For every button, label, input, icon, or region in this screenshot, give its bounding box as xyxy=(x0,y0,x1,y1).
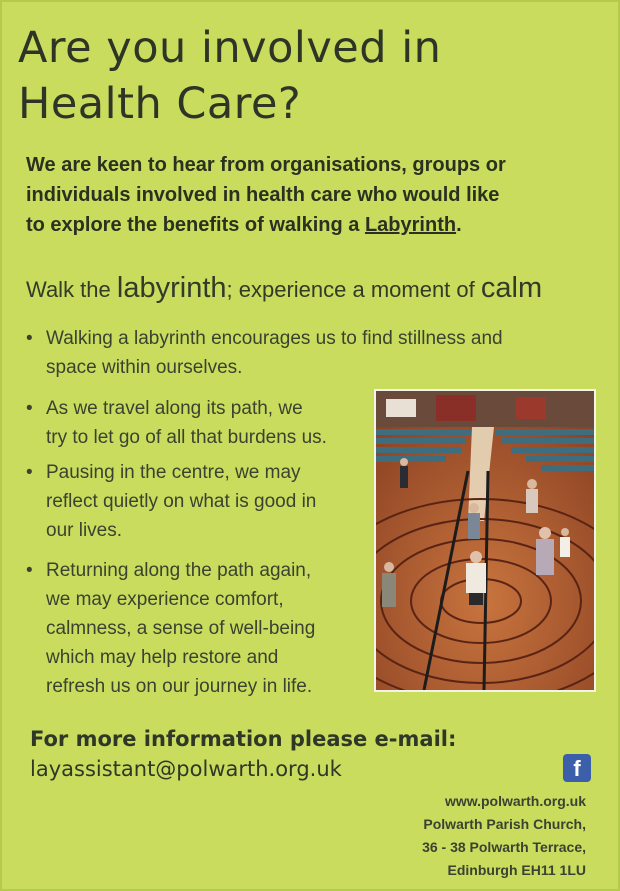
list-item-line: As we travel along its path, we xyxy=(46,398,303,419)
title-line-1: Are you involved in xyxy=(18,23,442,73)
bullet-icon: • xyxy=(26,560,33,581)
intro-paragraph xyxy=(26,150,606,240)
website-link[interactable]: www.polwarth.org.uk xyxy=(444,793,586,809)
intro-line-2: individuals involved in health care who would like xyxy=(26,184,500,206)
city-postcode: Edinburgh EH11 1LU xyxy=(447,862,586,878)
tagline-part-3: ; experience a moment of xyxy=(226,277,481,302)
intro-line-3-end: . xyxy=(456,214,462,236)
list-item-line: Returning along the path again, xyxy=(46,560,312,581)
list-item-line: which may help restore and xyxy=(46,647,279,668)
labyrinth-photo-image xyxy=(376,391,594,690)
tagline-part-1: Walk the xyxy=(26,277,117,302)
facebook-icon[interactable]: f xyxy=(563,754,591,782)
list-item-line: Pausing in the centre, we may xyxy=(46,462,301,483)
list-item-line: reflect quietly on what is good in xyxy=(46,491,317,512)
title-line-2: Health Care? xyxy=(18,79,302,129)
bullet-icon: • xyxy=(26,328,33,349)
labyrinth-link[interactable]: Labyrinth xyxy=(364,214,457,236)
contact-prompt: For more information please e-mail: xyxy=(30,727,457,751)
bullet-icon: • xyxy=(26,398,33,419)
list-item-line: space within ourselves. xyxy=(46,357,243,378)
tagline-labyrinth: labyrinth xyxy=(116,272,227,304)
tagline-calm: calm xyxy=(480,272,543,304)
page-title xyxy=(18,20,441,132)
bullet-icon: • xyxy=(26,462,33,483)
intro-line-1: We are keen to hear from organisations, groups or xyxy=(26,154,506,176)
list-item-line: calmness, a sense of well-being xyxy=(46,618,316,639)
list-item-line: Walking a labyrinth encourages us to find stillness and xyxy=(46,328,503,349)
church-name: Polwarth Parish Church, xyxy=(423,816,586,832)
list-item-line: our lives. xyxy=(46,520,123,541)
tagline xyxy=(26,272,542,305)
list-item-line: we may experience comfort, xyxy=(46,589,284,610)
intro-line-3 xyxy=(26,210,606,240)
list-item-line: refresh us on our journey in life. xyxy=(46,676,313,697)
contact-block xyxy=(30,724,456,784)
address-block xyxy=(422,790,586,882)
intro-line-3-text: to explore the benefits of walking a xyxy=(26,214,365,236)
street-address: 36 - 38 Polwarth Terrace, xyxy=(422,839,586,855)
contact-email-link[interactable]: layassistant@polwarth.org.uk xyxy=(30,757,342,781)
labyrinth-photo xyxy=(374,389,596,692)
list-item-line: try to let go of all that burdens us. xyxy=(46,427,327,448)
